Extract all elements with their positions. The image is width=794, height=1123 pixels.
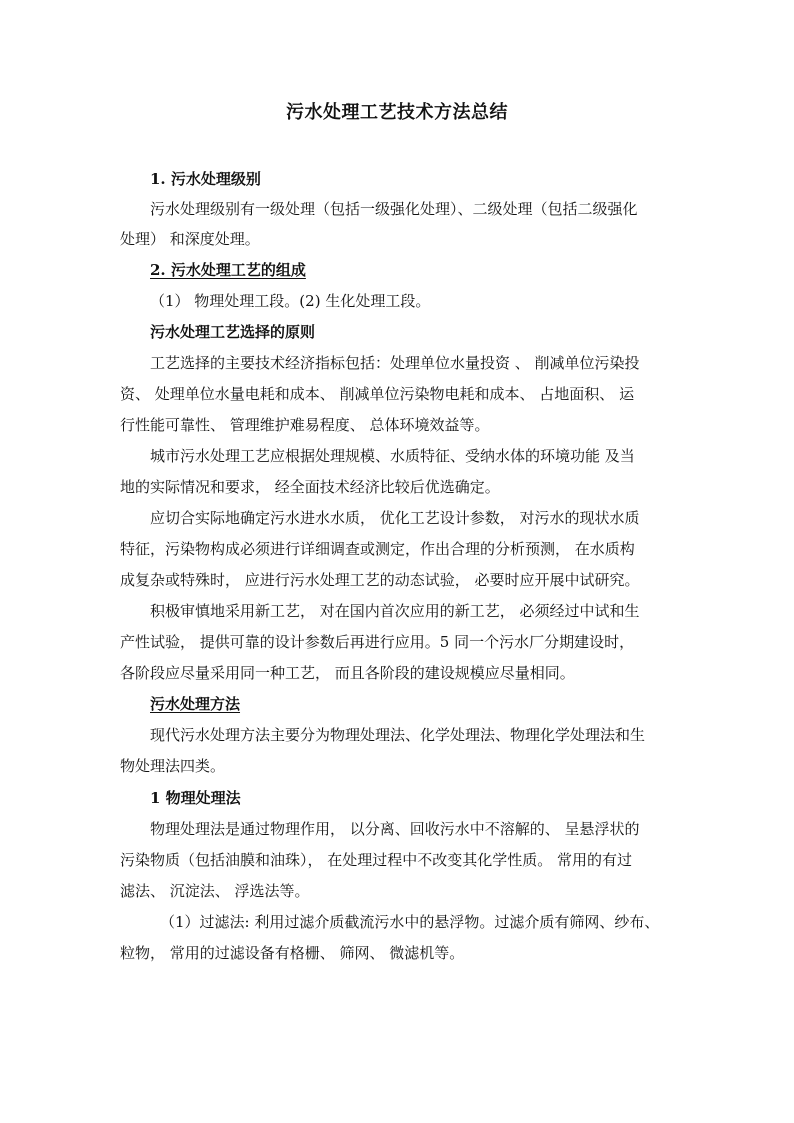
paragraph-line: 特征，污染物构成必须进行详细调查或测定，作出合理的分析预测， 在水质构 [120, 540, 635, 558]
paragraph-line: 应切合实际地确定污水进水水质， 优化工艺设计参数， 对污水的现状水质 [150, 509, 640, 527]
paragraph-line: 地的实际情况和要求， 经全面技术经济比较后优选确定。 [120, 478, 500, 496]
heading-process-composition: 2. 污水处理工艺的组成 [150, 261, 306, 279]
heading-treatment-methods: 污水处理方法 [150, 695, 241, 713]
paragraph-line: 污水处理级别有一级处理（包括一级强化处理）、二级处理（包括二级强化 [150, 200, 638, 218]
paragraph-line: 成复杂或特殊时， 应进行污水处理工艺的动态试验， 必要时应开展中试研究。 [120, 571, 640, 589]
heading-selection-principles: 污水处理工艺选择的原则 [150, 323, 316, 341]
paragraph-line: 行性能可靠性、 管理维护难易程度、 总体环境效益等。 [120, 416, 490, 434]
paragraph-line: 现代污水处理方法主要分为物理处理法、化学处理法、物理化学处理法和生 [150, 726, 646, 744]
paragraph-line: 物理处理法是通过物理作用， 以分离、回收污水中不溶解的、 呈悬浮状的 [150, 820, 640, 838]
paragraph-line: 物处理法四类。 [120, 757, 226, 775]
document-title: 污水处理工艺技术方法总结 [286, 102, 508, 123]
heading-treatment-levels: 1. 污水处理级别 [150, 170, 261, 188]
paragraph-line: 产性试验， 提供可靠的设计参数后再进行应用。5 同一个污水厂分期建设时， [120, 633, 635, 651]
paragraph-line: 各阶段应尽量采用同一种工艺， 而且各阶段的建设规模应尽量相同。 [120, 664, 575, 682]
paragraph-line: 处理） 和深度处理。 [120, 230, 260, 248]
paragraph-line: 粒物， 常用的过滤设备有格栅、 筛网、 微滤机等。 [120, 944, 465, 962]
paragraph-line: 城市污水处理工艺应根据处理规模、水质特征、受纳水体的环境功能 及当 [150, 447, 635, 465]
heading-physical-treatment: 1 物理处理法 [150, 789, 241, 807]
paragraph-line: 污染物质（包括油膜和油珠）， 在处理过程中不改变其化学性质。 常用的有过 [120, 851, 633, 869]
paragraph-line: 资、 处理单位水量电耗和成本、 削减单位污染物电耗和成本、 占地面积、 运 [120, 385, 635, 403]
paragraph-line: 积极审慎地采用新工艺， 对在国内首次应用的新工艺， 必须经过中试和生 [150, 602, 640, 620]
paragraph-line: （1） 物理处理工段。(2) 生化处理工段。 [150, 292, 431, 310]
paragraph-line: 滤法、 沉淀法、 浮选法等。 [120, 882, 310, 900]
paragraph-line: 工艺选择的主要技术经济指标包括：处理单位水量投资 、 削减单位污染投 [150, 354, 640, 372]
paragraph-line: （1）过滤法: 利用过滤介质截流污水中的悬浮物。过滤介质有筛网、纱布、 [160, 913, 660, 931]
